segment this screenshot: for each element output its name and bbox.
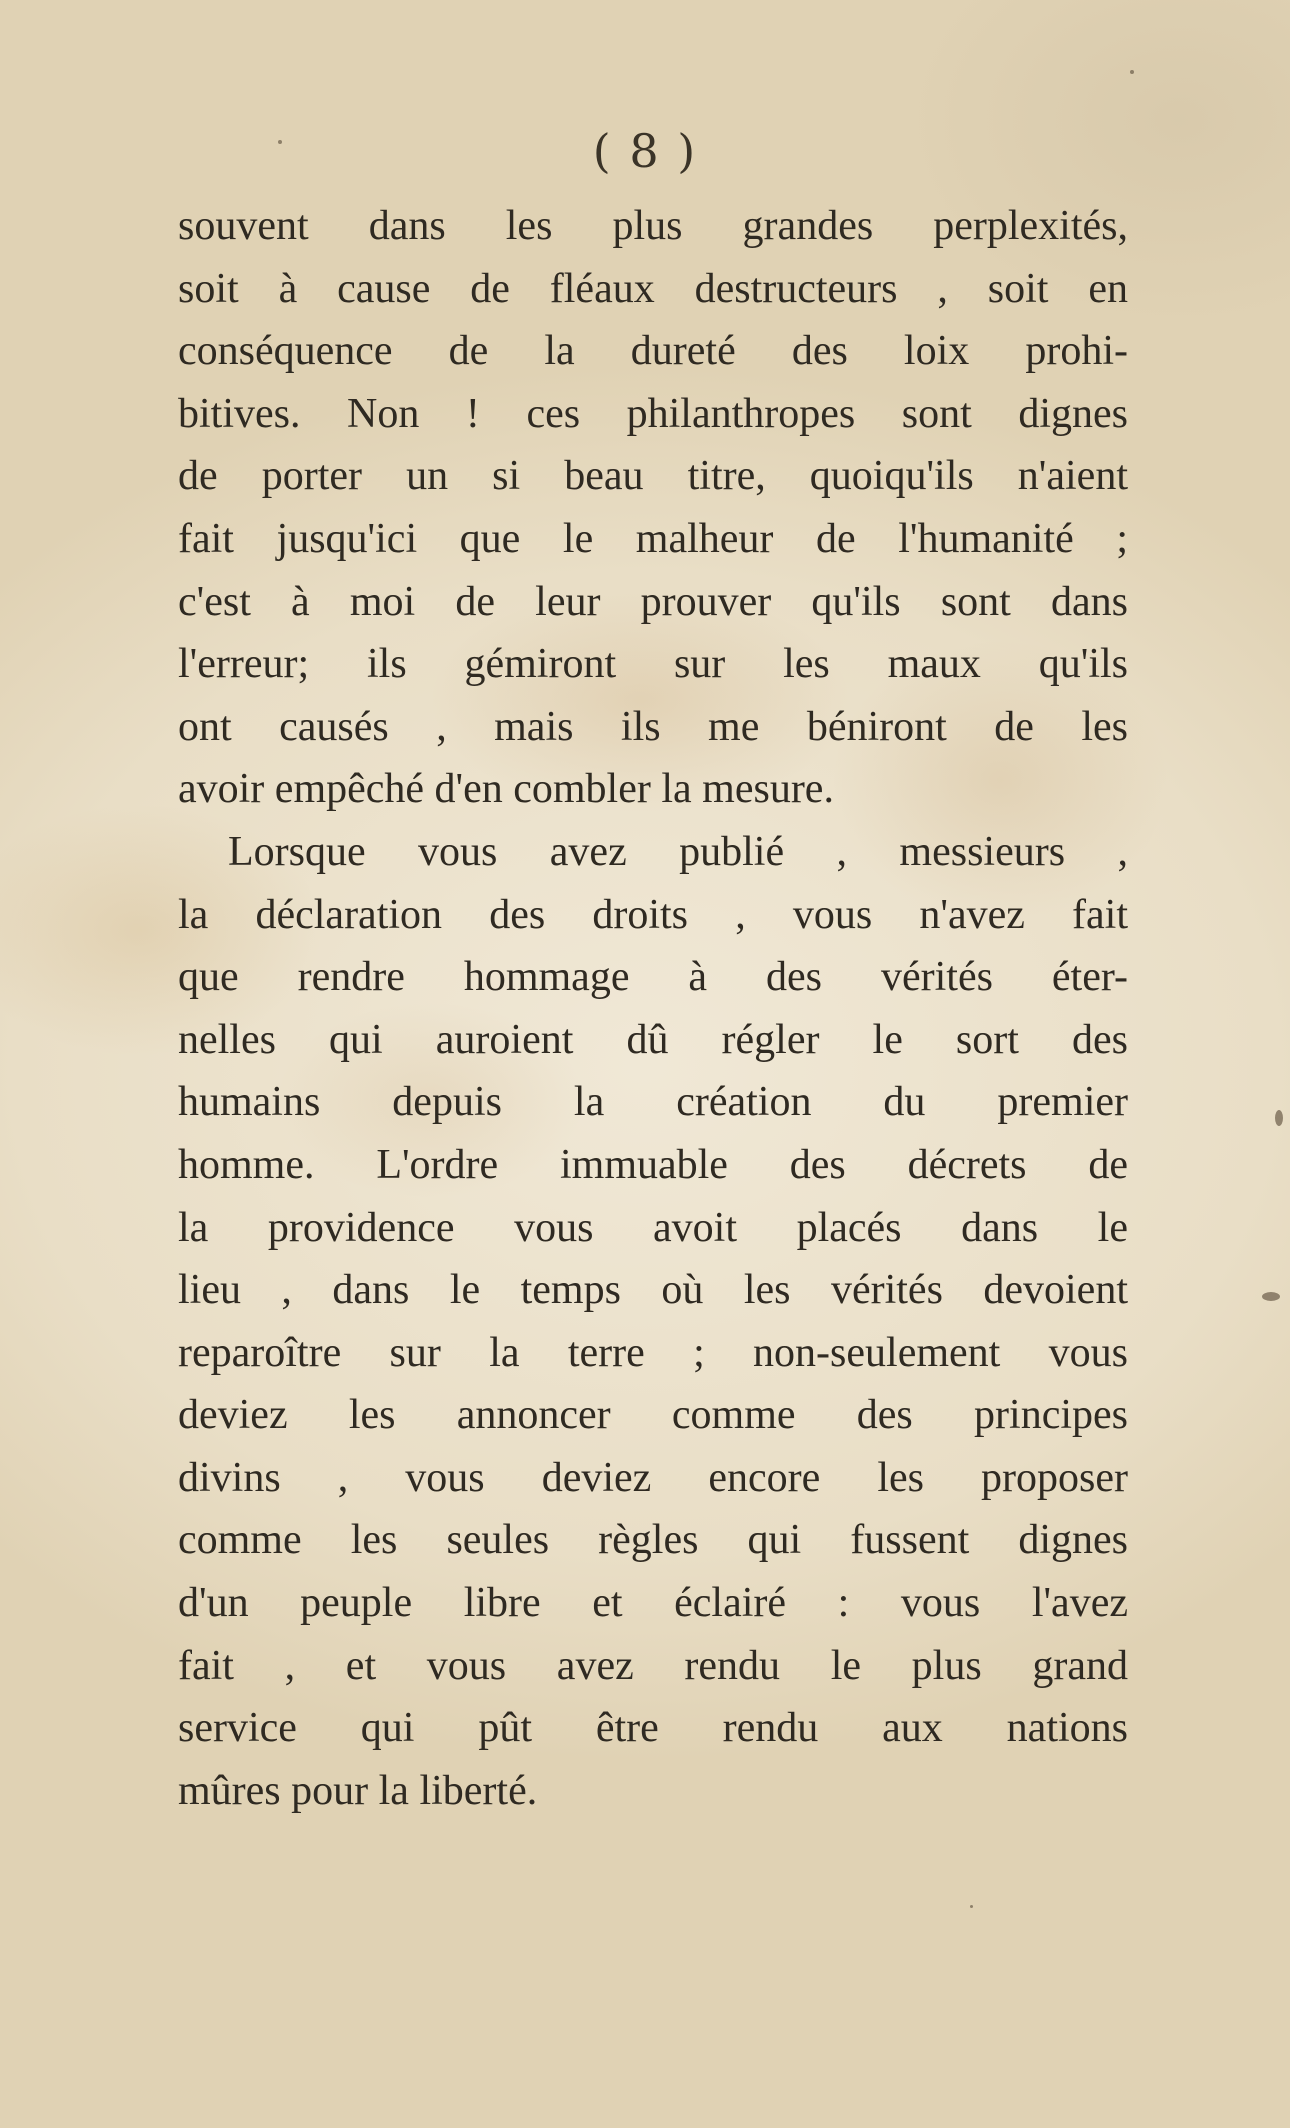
text-line: conséquence de la dureté des loix prohi- xyxy=(178,328,1128,375)
text-line: ont causés , mais ils me béniront de les xyxy=(178,703,1128,750)
text-line: d'un peuple libre et éclairé : vous l'avez xyxy=(178,1580,1128,1627)
text-line: l'erreur; ils gémiront sur les maux qu'ils xyxy=(178,641,1128,688)
paper-speck xyxy=(278,140,282,144)
text-line: fait jusqu'ici que le malheur de l'humanité ; xyxy=(178,515,1128,562)
paper-speck xyxy=(1262,1292,1280,1301)
text-line: nelles qui auroient dû régler le sort des xyxy=(178,1016,1128,1063)
text-line: de porter un si beau titre, quoiqu'ils n'aient xyxy=(178,453,1128,500)
paragraph-2 xyxy=(178,821,1128,1823)
text-line: comme les seules règles qui fussent dignes xyxy=(178,1517,1128,1564)
text-line: la providence vous avoit placés dans le xyxy=(178,1204,1128,1251)
text-line: que rendre hommage à des vérités éter- xyxy=(178,954,1128,1001)
text-line: bitives. Non ! ces philanthropes sont dignes xyxy=(178,390,1128,437)
paragraph-1 xyxy=(178,195,1128,821)
text-line: avoir empêché d'en combler la mesure. xyxy=(178,766,834,813)
text-line: Lorsque vous avez publié , messieurs , xyxy=(228,828,1128,875)
text-line: homme. L'ordre immuable des décrets de xyxy=(178,1141,1128,1188)
text-line: soit à cause de fléaux destructeurs , soit en xyxy=(178,265,1128,312)
text-line: deviez les annoncer comme des principes xyxy=(178,1392,1128,1439)
text-line: humains depuis la création du premier xyxy=(178,1079,1128,1126)
page-number: ( 8 ) xyxy=(592,124,698,178)
body-text xyxy=(178,195,1128,1822)
paper-speck xyxy=(970,1905,973,1908)
text-line: mûres pour la liberté. xyxy=(178,1767,538,1814)
text-line: lieu , dans le temps où les vérités devoient xyxy=(178,1267,1128,1314)
paper-speck xyxy=(1275,1110,1283,1126)
paper-speck xyxy=(1130,70,1134,74)
text-line: reparoître sur la terre ; non-seulement vous xyxy=(178,1329,1128,1376)
text-line: service qui pût être rendu aux nations xyxy=(178,1705,1128,1752)
text-line: c'est à moi de leur prouver qu'ils sont dans xyxy=(178,578,1128,625)
text-line: la déclaration des droits , vous n'avez fait xyxy=(178,891,1128,938)
text-line: divins , vous deviez encore les proposer xyxy=(178,1454,1128,1501)
text-line: souvent dans les plus grandes perplexités, xyxy=(178,203,1128,249)
text-line: fait , et vous avez rendu le plus grand xyxy=(178,1642,1128,1689)
